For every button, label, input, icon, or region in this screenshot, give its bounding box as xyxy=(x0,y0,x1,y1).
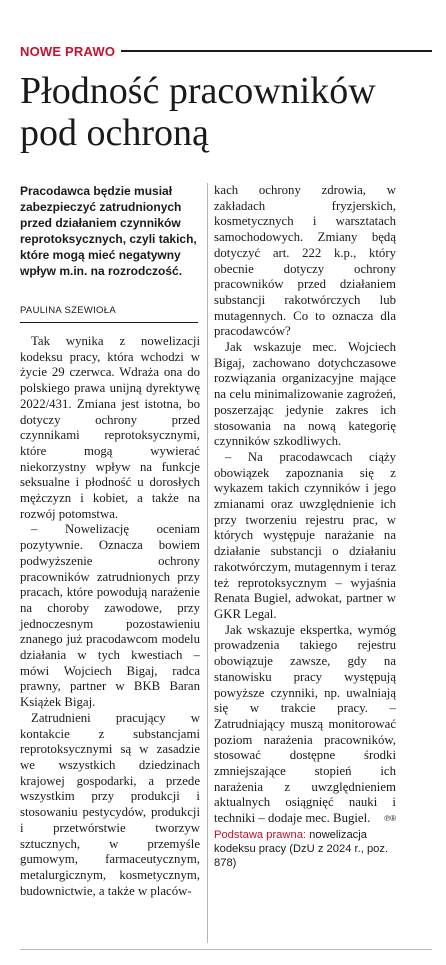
column-divider xyxy=(207,183,208,943)
paragraph: kach ochrony zdrowia, w zakładach fryzjerskich, kosmetycznych i warsztatach samochodowych. Zmiany będą dotyczyć art. 222 k.p., który obecnie dotyczy ochrony pracowników przed działaniem substancji rakotwórczych lub mutagennych. Co to oznacza dla pracodawców? xyxy=(214,183,396,339)
legal-basis-label: Podstawa prawna: xyxy=(214,828,307,841)
paragraph-text: Jak wskazuje ekspertka, wymóg prowadzenia takiego rejestru obowiązuje zawsze, gdy na stanowisku pracy występują powyższe czynniki, np. uwalniają się w trakcie pracy. – Zatrudniający muszą monitorować poziom narażenia pracowników, stosować dostępne środki zmniejszające stopień ich narażenia z uwzględnieniem aktualnych osiągnięć nauki i techniki – dodaje mec. Bugiel. xyxy=(214,622,396,826)
legal-basis xyxy=(214,828,396,871)
bottom-rule xyxy=(20,949,432,950)
article-column-1 xyxy=(20,334,200,899)
paragraph: – Na pracodawcach ciąży obowiązek zapoznania się z wykazem takich czynników i jego zmianami oraz uwzględnienie ich przy tworzeniu rejestru prac, w których występuje narażanie na działanie substancji o działaniu rakotwórczym, mutagennym i teraz też reprotoksycznym – wyjaśnia Renata Bugiel, adwokat, partner w GKR Legal. xyxy=(214,449,396,621)
paragraph xyxy=(214,623,396,827)
copyright-mark: ℗® xyxy=(384,814,396,824)
section-label: NOWE PRAWO xyxy=(20,43,116,59)
legal-basis-text: nowelizacja kodeksu pracy (DzU z 2024 r., poz. 878) xyxy=(214,828,389,870)
article-headline: Płodność pracowników pod ochroną xyxy=(20,70,376,154)
article-column-2 xyxy=(214,183,396,870)
paragraph: – Nowelizację oceniam pozytywnie. Oznacza bowiem podwyższenie ochrony pracowników zatrudnionych przy pracach, które powodują narażenie na choroby zawodowe, przy jednoczesnym pozostawieniu znanego już pracodawcom modelu działania w tych kwestiach – mówi Wojciech Bigaj, radca prawny, partner w BKB Baran Książek Bigaj. xyxy=(20,522,200,710)
byline-rule xyxy=(20,322,198,323)
kicker-rule xyxy=(121,50,432,52)
paragraph: Tak wynika z nowelizacji kodeksu pracy, która wchodzi w życie 29 czerwca. Wdraża ona do polskiego prawa unijną dyrektywę 2022/431. Zmiana jest istotna, bo dotyczy ochrony przed czynnikami reprotoksycznymi, które mogą wywierać niekorzystny wpływ na funkcje seksualne i płodność u dorosłych mężczyzn i kobiet, a także na rozwój potomstwa. xyxy=(20,334,200,521)
author-byline: PAULINA SZEWIOŁA xyxy=(20,305,116,316)
paragraph: Jak wskazuje mec. Wojciech Bigaj, zachowano dotychczasowe rozwiązania organizacyjne mające na celu minimalizowanie zagrożeń, poszerzając jedynie zakres ich stosowania na nową kategorię czynników szkodliwych. xyxy=(214,340,396,449)
section-kicker xyxy=(20,40,432,62)
paragraph: Zatrudnieni pracujący w kontakcie z substancjami reprotoksycznymi są w zasadzie we wszystkich dziedzinach krajowej gospodarki, a przede wszystkim przy produkcji i stosowaniu pestycydów, produkcji i przetwórstwie tworzyw sztucznych, w przemyśle gumowym, farmaceutycznym, metalurgicznym, kosmetycznym, budownictwie, a także w placów- xyxy=(20,710,200,898)
article-lead: Pracodawca będzie musiał zabezpieczyć zatrudnionych przed działaniem czynników reprotoksycznych, czyli takich, które mogą mieć negatywny wpływ m.in. na rozrodczość. xyxy=(20,184,197,278)
